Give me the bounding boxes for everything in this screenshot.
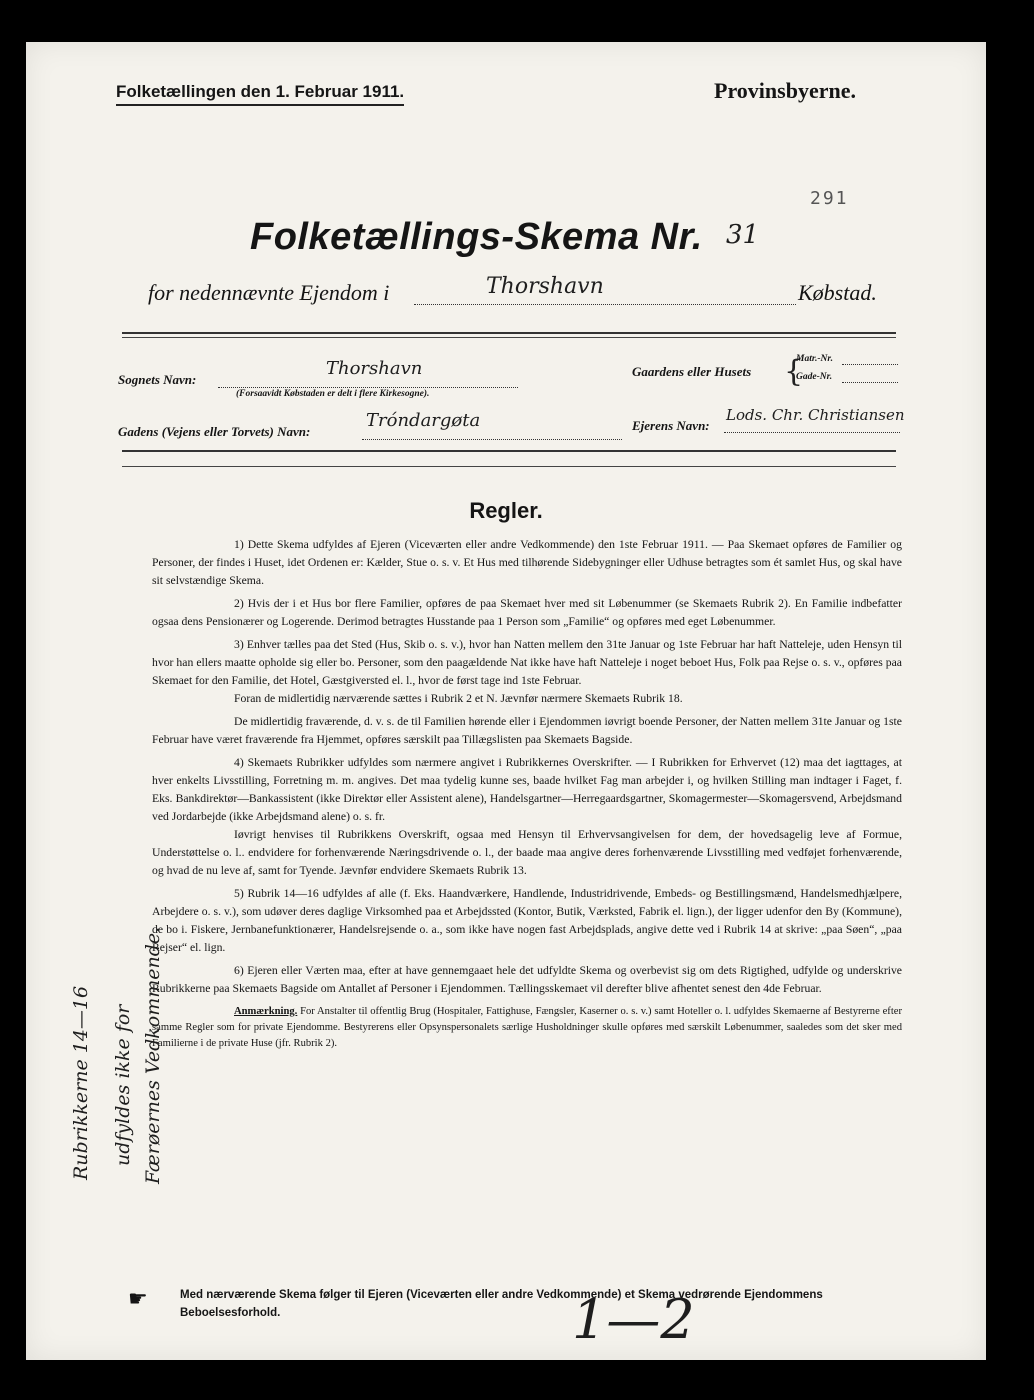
city-handwritten: Thorshavn <box>486 274 604 299</box>
mid-rule <box>122 450 896 452</box>
matr-dotted-line <box>842 364 898 365</box>
rule-paragraph-4b: Iøvrigt henvises til Rubrikkens Overskrift, ogsaa med Hensyn til Erhvervsangivelsen for dem, der hovedsagelig leve af Formue, Understøttelse o. l.. endvidere for forhenværende Næringsdrivende o. l., der baade maa angive deres forhenværende Livsstilling med vedføjet forhenværende, og hvad de nu leve af, samt for Tyende. Jævnfør endvidere Skemaets Rubrik 13. <box>152 828 902 877</box>
parish-dotted-line <box>218 387 518 388</box>
footer-note: Med nærværende Skema følger til Ejeren (Viceværten eller andre Vedkommende) et Skema vedrørende Ejendommens Beboelsesforhold. <box>180 1289 823 1319</box>
city-suffix: Købstad. <box>798 280 877 305</box>
house-brace: { <box>784 354 804 389</box>
mid-rule-thin <box>122 466 896 467</box>
rule-paragraph-5: 5) Rubrik 14—16 udfyldes af alle (f. Eks. Haandværkere, Handlende, Industridrivende, Embeds- og Bestillingsmænd, Handelsmedhjælpere, Arbejdere o. s. v.), som udøver deres daglige Virksomhed paa et Arbejdssted (Kontor, Butik, Værksted, Fabrik el. lign.), der ligger udenfor den By (Kommune), de bo i. Fiskere, Jernbanefunktionærer, Handelsrejsende o. a., som ikke have nogen fast Arbejdsplads, angive dette ved i Rubrik 14 at skrive: „paa Søen“, „paa Rejser“ el. lign. <box>152 887 902 954</box>
property-label: for nedennævnte Ejendom i <box>148 280 390 305</box>
census-title: Folketællingen den 1. Februar 1911. <box>116 82 404 106</box>
rule-paragraph-6: 6) Ejeren eller Værten maa, efter at have gennemgaaet hele det udfyldte Skema og overbevist sig om dets Rigtighed, udfylde og underskrive Rubrikkerne paa Skemaets Bagside om Antallet af Personer i Ejendommen. Tællingsskemaet vil derefter blive afhentet senest den 4de Februar. <box>152 964 902 995</box>
pointing-hand-icon: ☛ <box>128 1287 148 1312</box>
parish-value-handwritten: Thorshavn <box>326 358 423 379</box>
house-label: Gaardens eller Husets <box>632 364 752 379</box>
rule-paragraph-3b: Foran de midlertidig nærværende sættes i Rubrik 2 et N. Jævnfør nærmere Skemaets Rubrik 18. <box>234 692 683 705</box>
top-rule-thin <box>122 337 896 338</box>
census-form-page <box>26 42 986 1360</box>
region-title: Provinsbyerne. <box>714 78 856 103</box>
owner-dotted-line <box>724 432 900 433</box>
gade-dotted-line <box>842 382 898 383</box>
annotation-label: Anmærkning. <box>234 1006 298 1017</box>
stamp-number: 291 <box>810 188 849 209</box>
form-number-handwritten: 31 <box>726 220 760 250</box>
street-label: Gadens (Vejens eller Torvets) Navn: <box>118 424 311 439</box>
rules-body <box>152 536 902 1057</box>
annotation-text: For Anstalter til offentlig Brug (Hospitaler, Fattighuse, Fængsler, Kaserner o. s. v.) samt Hoteller o. l. udfyldes Skemaerne af Bestyrerne efter samme Regler som for private Ejendomme. Bestyrerens eller Opsynspersonalets særlige Husholdninger skulle opføres med særskilt Løbenummer, saaledes som det sker med Familierne i de private Huse (jfr. Rubrik 2). <box>152 1006 902 1049</box>
parish-note: (Forsaavidt Købstaden er delt i flere Kirkesogne). <box>236 389 430 399</box>
form-title: Folketællings-Skema Nr. <box>250 216 703 258</box>
street-value-handwritten: Tróndargøta <box>366 410 481 431</box>
rule-paragraph-4: 4) Skemaets Rubrikker udfyldes som nærmere angivet i Rubrikkernes Overskrifter. — I Rubrikken for Erhvervet (12) maa det iagttages, at hver enkelts Livsstilling, Forretning m. m. angives. Det maa tydelig kunne ses, baade hvilket Fag man arbejder i, og hvilken Stilling man indtager i Faget, f. Eks. Bankdirektør—Bankassistent (ikke Direktør eller Assistent alene), Handelsgartner—Herregaardsgartner, Skomagermester—Skomagersvend, Arbejdsmand ved Jordarbejde (ikke Arbejdsmand alene) o. s. fr. <box>152 756 902 823</box>
street-dotted-line <box>362 439 622 440</box>
margin-note-line-2: udfyldes ikke for <box>112 1004 134 1166</box>
rule-paragraph-3: 3) Enhver tælles paa det Sted (Hus, Skib o. s. v.), hvor han Natten mellem den 31te Januar og 1ste Februar har haft Natteleje, uden Hensyn til hvor han ellers maatte opholde sig eller bo. Personer, som den paagældende Nat ikke have haft Natteleje i noget beboet Hus, Folk paa Rejse o. s. v., opføres paa Skemaet for den Familie, det Hotel, Gæstgiversted el. l., hvor de først tage ind 1ste Februar. <box>152 638 902 687</box>
owner-value-handwritten: Lods. Chr. Christiansen <box>726 406 905 424</box>
owner-label: Ejerens Navn: <box>632 418 710 433</box>
top-rule <box>122 332 896 334</box>
rules-heading: Regler. <box>469 498 543 523</box>
rule-paragraph-1: 1) Dette Skema udfyldes af Ejeren (Viceværten eller andre Vedkommende) den 1ste Februar 1911. — Paa Skemaet opføres de Familier og Personer, der findes i Huset, idet Ordenen er: Kælder, Stue o. s. v. Et Hus med tilhørende Sidebygninger eller Udhuse betragtes som ét samlet Hus, og skal have sit selvstændige Skema. <box>152 538 902 587</box>
footer-handwritten-number: 1—2 <box>572 1288 695 1351</box>
margin-note-line-1: Rubrikkerne 14—16 <box>70 985 92 1180</box>
annotation-paragraph <box>152 1004 902 1052</box>
margin-note-line-3: Færøernes Vedkommende. <box>142 926 164 1184</box>
city-dotted-line <box>414 304 796 305</box>
parish-label: Sognets Navn: <box>118 372 197 387</box>
rule-paragraph-3c: De midlertidig fraværende, d. v. s. de til Familien hørende eller i Ejendommen iøvrigt boende Personer, der Natten mellem 31te Januar og 1ste Februar have været fraværende fra Hjemmet, opføres særskilt paa Tillægslisten paa Skemaets Bagside. <box>152 715 902 746</box>
gade-label: Gade-Nr. <box>796 372 833 382</box>
matr-label: Matr.-Nr. <box>796 354 833 364</box>
rule-paragraph-2: 2) Hvis der i et Hus bor flere Familier, opføres de paa Skemaet hver med sit Løbenummer (se Skemaets Rubrik 2). En Familie indbefatter ogsaa dens Pensionærer og Logerende. Derimod betragtes Husstande paa 1 Person som „Familie“ og opføres med eget Løbenummer. <box>152 597 902 628</box>
